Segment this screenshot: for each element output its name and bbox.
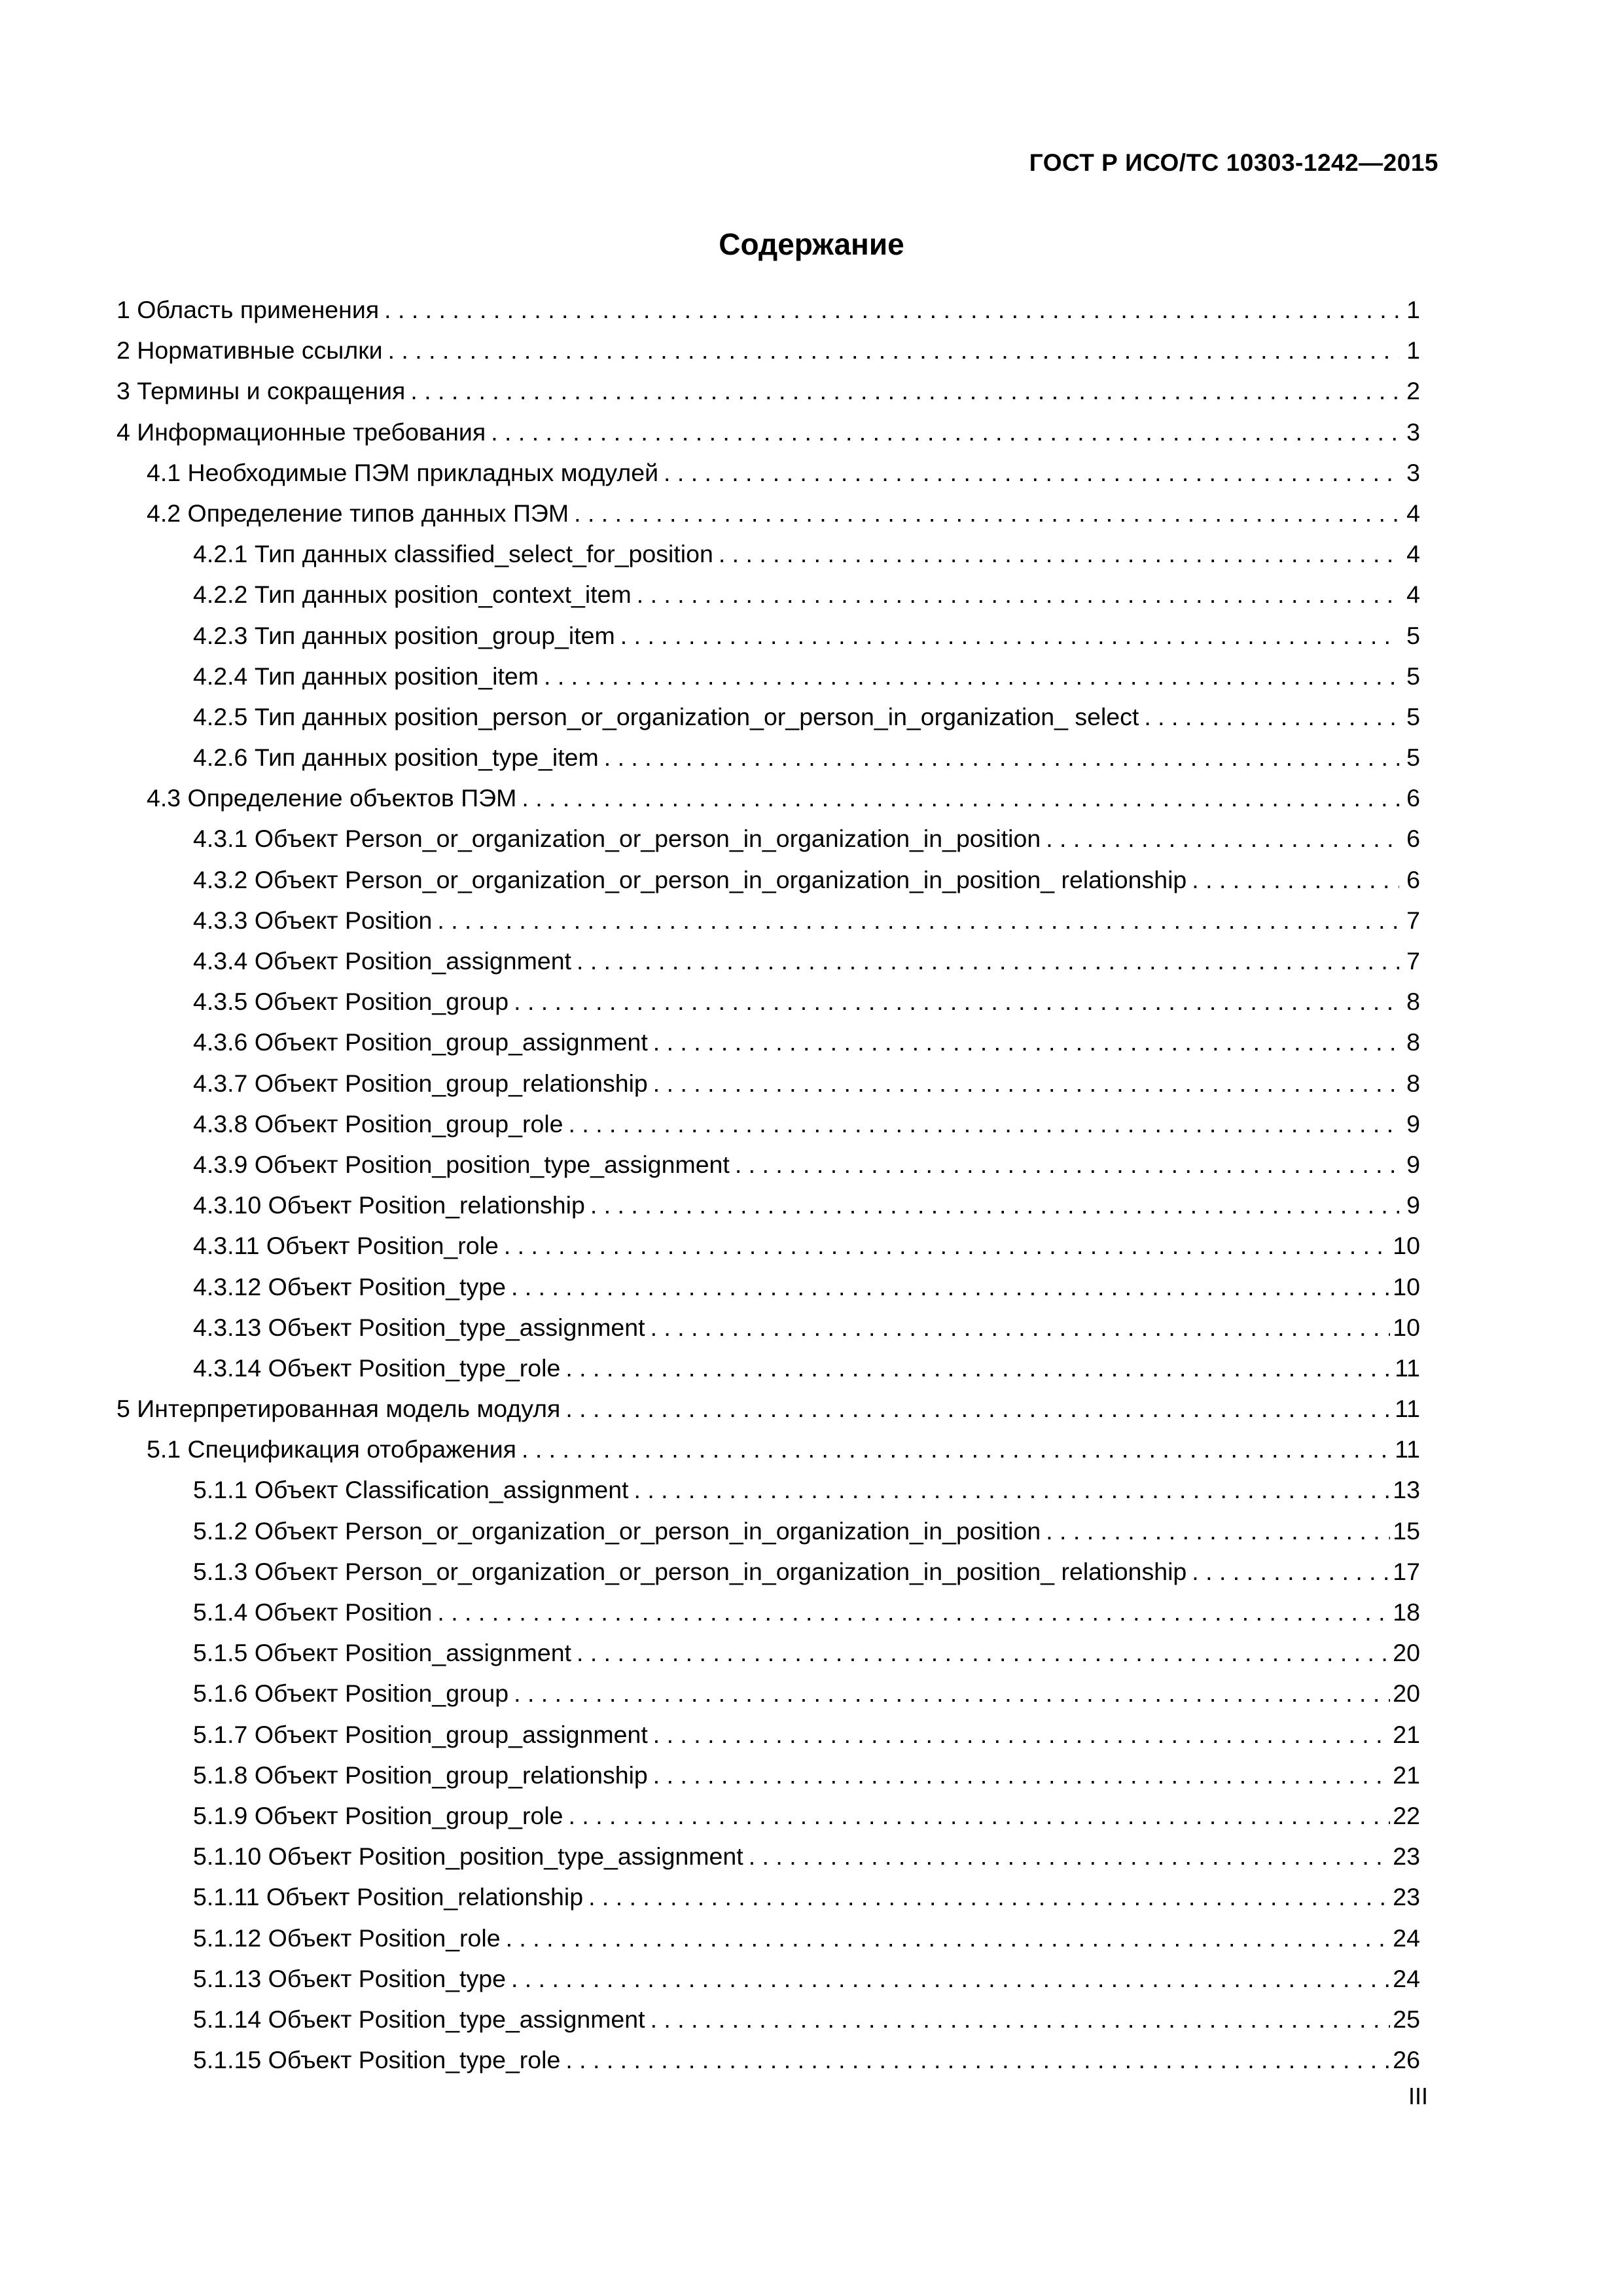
toc-dot-leader [491, 412, 1399, 452]
toc-entry-page: 23 [1393, 1883, 1420, 1911]
toc-dot-leader [1046, 1511, 1390, 1551]
toc-entry-page: 25 [1393, 2005, 1420, 2033]
toc-entry-page: 3 [1406, 418, 1420, 446]
toc-dot-leader [565, 1348, 1392, 1388]
toc-entry-page: 11 [1395, 1435, 1420, 1463]
toc-entry[interactable] [116, 1755, 1420, 1795]
toc-entry-page: 9 [1406, 1109, 1420, 1138]
toc-entry-page: 10 [1393, 1232, 1420, 1260]
toc-entry-label: 5.1.9 Объект Position_group_role [193, 1801, 563, 1829]
toc-entry[interactable] [116, 818, 1420, 859]
toc-entry-page: 9 [1406, 1150, 1420, 1178]
toc-entry-page: 21 [1393, 1720, 1420, 1748]
toc-dot-leader [653, 1022, 1399, 1062]
toc-entry-page: 22 [1393, 1801, 1420, 1829]
toc-entry-label: 5.1.13 Объект Position_type [193, 1964, 506, 1992]
toc-entry[interactable] [116, 412, 1420, 452]
toc-dot-leader [577, 941, 1399, 981]
toc-dot-leader [506, 1918, 1391, 1958]
toc-entry-label: 4.2.6 Тип данных position_type_item [193, 744, 599, 772]
toc-entry-page: 24 [1393, 1924, 1420, 1952]
toc-entry-page: 1 [1406, 296, 1420, 323]
toc-dot-leader [1144, 696, 1399, 737]
toc-dot-leader [511, 1958, 1390, 1999]
toc-entry-label: 4.3.14 Объект Position_type_role [193, 1354, 561, 1382]
toc-dot-leader [511, 1266, 1390, 1307]
toc-entry[interactable] [116, 941, 1420, 981]
toc-entry-page: 11 [1395, 1354, 1420, 1382]
toc-entry[interactable] [116, 1551, 1420, 1592]
toc-entry-page: 20 [1393, 1679, 1420, 1708]
toc-entry-label: 4.3.6 Объект Position_group_assignment [193, 1028, 648, 1056]
toc-dot-leader [735, 1144, 1399, 1185]
toc-entry-label: 4.2.2 Тип данных position_context_item [193, 581, 632, 609]
toc-entry[interactable] [116, 1307, 1420, 1348]
toc-entry-label: 4.2.1 Тип данных classified_select_for_position [193, 540, 713, 568]
toc-entry-label: 5.1.7 Объект Position_group_assignment [193, 1720, 648, 1748]
toc-dot-leader [577, 1632, 1390, 1673]
toc-entry[interactable] [116, 1225, 1420, 1266]
toc-dot-leader [633, 1469, 1390, 1510]
toc-entry-label: 5.1.11 Объект Position_relationship [193, 1883, 584, 1911]
toc-entry-label: 5.1.1 Объект Classification_assignment [193, 1476, 629, 1504]
toc-entry[interactable] [116, 493, 1420, 533]
toc-entry-page: 5 [1406, 621, 1420, 649]
toc-entry[interactable] [116, 1918, 1420, 1958]
toc-entry[interactable] [116, 1632, 1420, 1673]
toc-entry-label: 4.2.4 Тип данных position_item [193, 662, 539, 690]
toc-entry-page: 10 [1393, 1272, 1420, 1300]
toc-entry[interactable] [116, 1388, 1420, 1429]
toc-entry-label: 4.3.5 Объект Position_group [193, 988, 509, 1016]
standard-code-header: ГОСТ Р ИСО/ТС 10303-1242—2015 [1029, 149, 1438, 176]
toc-entry-page: 26 [1393, 2046, 1420, 2074]
toc-dot-leader [590, 1185, 1399, 1225]
toc-entry-label: 5.1.4 Объект Position [193, 1598, 433, 1626]
toc-entry[interactable] [116, 370, 1420, 411]
toc-entry[interactable] [116, 2039, 1420, 2080]
toc-dot-leader [388, 330, 1399, 370]
toc-dot-leader [437, 900, 1399, 941]
toc-dot-leader [620, 615, 1399, 656]
toc-entry[interactable] [116, 859, 1420, 900]
toc-entry-label: 5.1.15 Объект Position_type_role [193, 2046, 561, 2074]
toc-entry[interactable] [116, 289, 1420, 330]
toc-entry-label: 5.1.10 Объект Position_position_type_assignment [193, 1842, 743, 1871]
toc-entry-label: 5.1.8 Объект Position_group_relationship [193, 1761, 648, 1789]
toc-entry-label: 1 Область применения [116, 296, 380, 323]
toc-entry-label: 4.3.3 Объект Position [193, 906, 433, 934]
toc-title: Содержание [719, 227, 904, 261]
toc-dot-leader [588, 1876, 1390, 1917]
toc-entry-label: 4.1 Необходимые ПЭМ прикладных модулей [147, 458, 659, 486]
toc-entry-page: 15 [1393, 1516, 1420, 1545]
toc-entry[interactable] [116, 1185, 1420, 1225]
toc-entry[interactable] [116, 1673, 1420, 1713]
toc-dot-leader [384, 289, 1399, 330]
toc-dot-leader [651, 1307, 1391, 1348]
toc-entry-label: 4.3.10 Объект Position_relationship [193, 1191, 585, 1219]
toc-entry-page: 17 [1393, 1557, 1420, 1585]
toc-entry-page: 4 [1406, 581, 1420, 609]
toc-entry[interactable] [116, 1022, 1420, 1062]
toc-dot-leader [504, 1225, 1390, 1266]
toc-entry-page: 5 [1406, 662, 1420, 690]
toc-dot-leader [604, 737, 1399, 778]
toc-dot-leader [1046, 818, 1399, 859]
toc-entry-label: 5 Интерпретированная модель модуля [116, 1395, 561, 1423]
toc-entry[interactable] [116, 533, 1420, 574]
toc-entry-page: 18 [1393, 1598, 1420, 1626]
toc-entry-label: 4.3.8 Объект Position_group_role [193, 1109, 563, 1138]
toc-entry[interactable] [116, 1266, 1420, 1307]
toc-entry-page: 5 [1406, 744, 1420, 772]
toc-entry-label: 4.3.13 Объект Position_type_assignment [193, 1313, 645, 1341]
toc-dot-leader [1192, 859, 1399, 900]
toc-entry-page: 1 [1406, 336, 1420, 365]
toc-entry-label: 4.3.2 Объект Person_or_organization_or_person_in_organization_in_position_ relationship [193, 865, 1187, 893]
toc-entry[interactable] [116, 1348, 1420, 1388]
toc-entry-label: 4.2.3 Тип данных position_group_item [193, 621, 615, 649]
toc-entry[interactable] [116, 615, 1420, 656]
toc-entry-page: 8 [1406, 1069, 1420, 1097]
toc-entry-label: 4.2.5 Тип данных position_person_or_organization_or_person_in_organization_ select [193, 702, 1139, 730]
toc-entry[interactable] [116, 1144, 1420, 1185]
toc-dot-leader [565, 1388, 1392, 1429]
toc-dot-leader [749, 1836, 1391, 1876]
toc-entry-page: 6 [1406, 825, 1420, 853]
toc-entry-page: 20 [1393, 1639, 1420, 1667]
toc-entry-page: 10 [1393, 1313, 1420, 1341]
toc-entry[interactable] [116, 1876, 1420, 1917]
toc-entry-label: 5.1 Спецификация отображения [147, 1435, 516, 1463]
toc-entry[interactable] [116, 656, 1420, 696]
toc-entry-label: 5.1.12 Объект Position_role [193, 1924, 501, 1952]
table-of-contents [116, 289, 1420, 2080]
toc-dot-leader [1192, 1551, 1390, 1592]
toc-dot-leader [522, 1429, 1392, 1469]
toc-entry[interactable] [116, 1999, 1420, 2039]
toc-dot-leader [651, 1999, 1391, 2039]
toc-dot-leader [544, 656, 1399, 696]
toc-entry-page: 9 [1406, 1191, 1420, 1219]
toc-entry-label: 5.1.6 Объект Position_group [193, 1679, 509, 1708]
toc-dot-leader [653, 1755, 1391, 1795]
toc-entry-page: 11 [1395, 1395, 1420, 1423]
toc-dot-leader [522, 778, 1399, 818]
toc-entry-page: 4 [1406, 499, 1420, 527]
toc-entry-label: 4.3.11 Объект Position_role [193, 1232, 499, 1260]
toc-entry-page: 23 [1393, 1842, 1420, 1871]
toc-dot-leader [437, 1592, 1390, 1632]
toc-entry-label: 4.3.7 Объект Position_group_relationship [193, 1069, 648, 1097]
toc-entry[interactable] [116, 1103, 1420, 1144]
toc-entry-page: 4 [1406, 540, 1420, 568]
toc-entry-label: 5.1.14 Объект Position_type_assignment [193, 2005, 645, 2033]
page-number: III [1408, 2083, 1428, 2109]
toc-entry-label: 5.1.5 Объект Position_assignment [193, 1639, 571, 1667]
toc-entry[interactable] [116, 1592, 1420, 1632]
toc-entry-label: 4.3.1 Объект Person_or_organization_or_person_in_organization_in_position [193, 825, 1041, 853]
toc-entry-label: 2 Нормативные ссылки [116, 336, 383, 365]
toc-entry-page: 24 [1393, 1964, 1420, 1992]
toc-entry-page: 7 [1406, 947, 1420, 975]
toc-dot-leader [574, 493, 1399, 533]
toc-entry-page: 6 [1406, 784, 1420, 812]
toc-entry[interactable] [116, 1795, 1420, 1836]
toc-entry-label: 3 Термины и сокращения [116, 377, 406, 405]
toc-entry[interactable] [116, 1063, 1420, 1103]
toc-entry[interactable] [116, 330, 1420, 370]
toc-entry[interactable] [116, 737, 1420, 778]
toc-dot-leader [664, 452, 1399, 493]
toc-dot-leader [514, 981, 1399, 1022]
toc-dot-leader [637, 574, 1399, 615]
toc-dot-leader [719, 533, 1399, 574]
toc-entry[interactable] [116, 1429, 1420, 1469]
toc-entry-label: 5.1.3 Объект Person_or_organization_or_person_in_organization_in_position_ relationship [193, 1557, 1187, 1585]
toc-entry-label: 4.3.9 Объект Position_position_type_assignment [193, 1150, 730, 1178]
toc-dot-leader [569, 1103, 1399, 1144]
toc-entry-label: 5.1.2 Объект Person_or_organization_or_person_in_organization_in_position [193, 1516, 1041, 1545]
toc-entry-page: 6 [1406, 865, 1420, 893]
toc-entry-label: 4 Информационные требования [116, 418, 486, 446]
toc-entry[interactable] [116, 1836, 1420, 1876]
toc-entry-label: 4.3.4 Объект Position_assignment [193, 947, 571, 975]
toc-entry-page: 13 [1393, 1476, 1420, 1504]
toc-entry[interactable] [116, 981, 1420, 1022]
toc-entry-page: 2 [1406, 377, 1420, 405]
toc-entry[interactable] [116, 452, 1420, 493]
toc-entry[interactable] [116, 1714, 1420, 1755]
toc-entry[interactable] [116, 1511, 1420, 1551]
toc-entry-page: 21 [1393, 1761, 1420, 1789]
toc-entry-page: 8 [1406, 1028, 1420, 1056]
toc-entry[interactable] [116, 696, 1420, 737]
toc-dot-leader [565, 2039, 1390, 2080]
toc-entry[interactable] [116, 574, 1420, 615]
toc-dot-leader [569, 1795, 1391, 1836]
toc-dot-leader [514, 1673, 1390, 1713]
toc-entry[interactable] [116, 1469, 1420, 1510]
toc-entry-page: 5 [1406, 702, 1420, 730]
toc-dot-leader [653, 1063, 1399, 1103]
toc-entry[interactable] [116, 778, 1420, 818]
toc-entry-label: 4.3.12 Объект Position_type [193, 1272, 506, 1300]
toc-entry-page: 8 [1406, 988, 1420, 1016]
toc-dot-leader [653, 1714, 1391, 1755]
toc-dot-leader [410, 370, 1399, 411]
toc-entry[interactable] [116, 1958, 1420, 1999]
toc-entry-label: 4.2 Определение типов данных ПЭМ [147, 499, 569, 527]
toc-entry[interactable] [116, 900, 1420, 941]
toc-entry-label: 4.3 Определение объектов ПЭМ [147, 784, 517, 812]
toc-entry-page: 7 [1406, 906, 1420, 934]
toc-entry-page: 3 [1406, 458, 1420, 486]
